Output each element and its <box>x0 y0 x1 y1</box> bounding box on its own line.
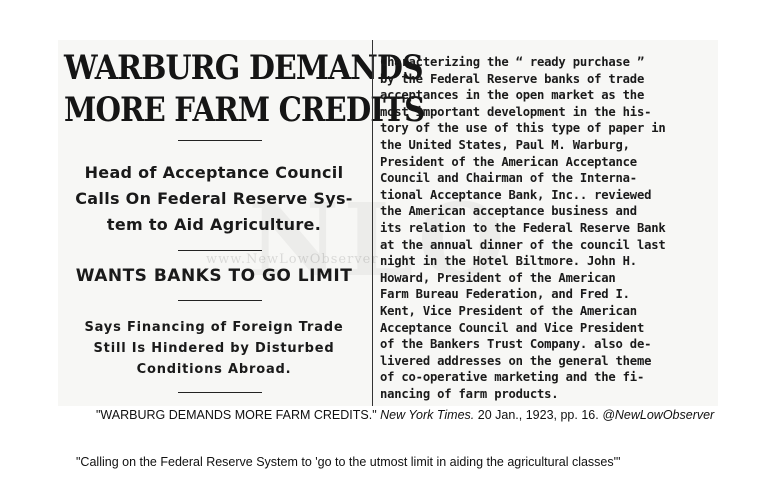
source-caption <box>96 408 736 422</box>
body-line: nancing of farm products. <box>380 386 559 401</box>
body-line: Council and Chairman of the Interna- <box>380 171 637 186</box>
banner-rule <box>178 300 262 301</box>
body-line: at the annual dinner of the council last <box>380 237 666 252</box>
body-line: President of the American Acceptance <box>380 154 637 169</box>
caption-handle: @NewLowObserver <box>602 408 715 422</box>
subhead-line-1: Head of Acceptance Council <box>84 163 344 182</box>
watermark-url: www.NewLowObserver <box>206 252 379 267</box>
subhead-banner: WANTS BANKS TO GO LIMIT <box>75 266 353 286</box>
secondary-line-3: Conditions Abroad. <box>136 362 292 377</box>
body-line: of the Bankers Trust Company. also de- <box>380 337 652 352</box>
body-line: livered addresses on the general theme <box>380 353 652 368</box>
body-line: Characterizing the “ ready purchase ” <box>380 55 645 69</box>
subhead-deck <box>62 160 366 238</box>
headline-rule <box>178 140 262 141</box>
body-line: of co-operative marketing and the fi- <box>380 370 645 385</box>
body-line: the United States, Paul M. Warburg, <box>380 137 630 152</box>
headline-line-2: MORE FARM CREDITS <box>64 90 425 130</box>
body-line: tional Acceptance Bank, Inc.. reviewed <box>380 187 652 202</box>
body-line: acceptances in the open market as the <box>380 88 645 103</box>
article-body <box>380 54 712 402</box>
subhead-rule <box>178 250 262 251</box>
caption-date: 20 Jan., 1923, pp. 16. <box>477 408 599 422</box>
body-line: its relation to the Federal Reserve Bank <box>380 220 666 235</box>
headline-column <box>58 40 425 406</box>
closing-rule <box>178 392 262 393</box>
caption-title: "WARBURG DEMANDS MORE FARM CREDITS." <box>96 408 377 422</box>
body-line: Kent, Vice President of the American <box>380 303 637 318</box>
caption-publication: New York Times. <box>380 408 475 422</box>
subhead-line-3: tem to Aid Agriculture. <box>106 215 322 234</box>
body-line: most important development in the his- <box>380 104 652 119</box>
subhead-line-2: Calls On Federal Reserve Sys- <box>75 189 353 208</box>
body-line: Acceptance Council and Vice President <box>380 320 645 335</box>
body-line: Farm Bureau Federation, and Fred I. <box>380 287 630 302</box>
secondary-line-1: Says Financing of Foreign Trade <box>84 320 344 335</box>
body-line: by the Federal Reserve banks of trade <box>380 71 645 86</box>
newspaper-clipping <box>58 40 718 406</box>
secondary-deck <box>62 317 366 380</box>
column-divider <box>372 40 373 406</box>
pull-quote: "Calling on the Federal Reserve System to 'go to the utmost limit in aiding the agricultural classes'" <box>76 455 621 469</box>
body-line: the American acceptance business and <box>380 204 637 219</box>
body-line: tory of the use of this type of paper in <box>380 121 666 136</box>
headline-line-1: WARBURG DEMANDS <box>64 48 423 88</box>
body-line: Howard, President of the American <box>380 270 616 285</box>
body-line: night in the Hotel Biltmore. John H. <box>380 254 637 269</box>
secondary-line-2: Still Is Hindered by Disturbed <box>93 341 335 356</box>
